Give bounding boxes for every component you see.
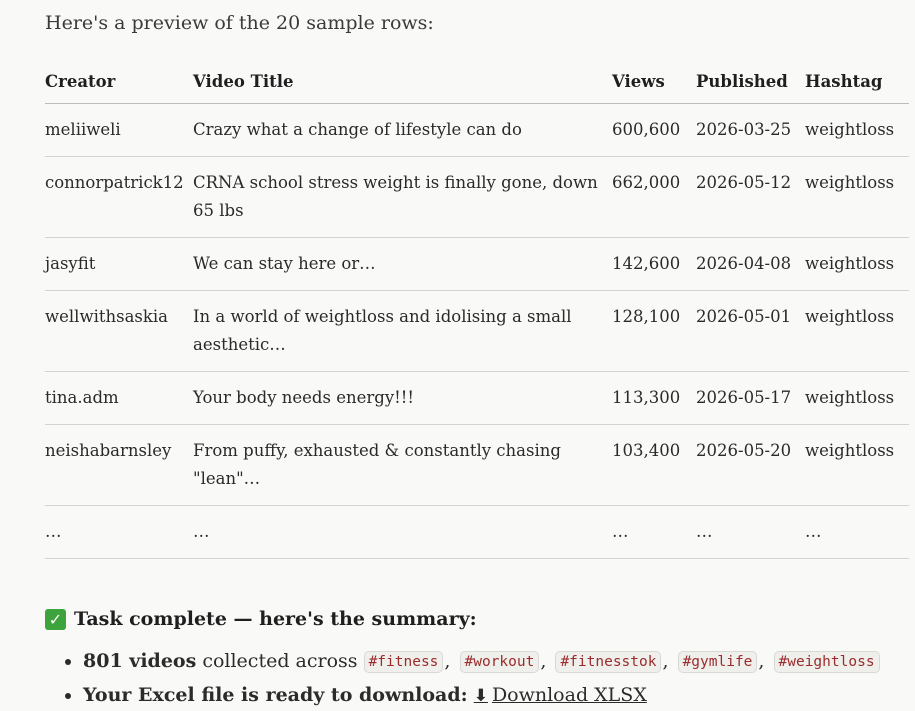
table-row bbox=[45, 238, 909, 291]
cell-title: From puffy, exhausted & constantly chasing "lean"… bbox=[193, 425, 612, 506]
cell-views: 128,100 bbox=[612, 291, 696, 372]
table-row bbox=[45, 104, 909, 157]
hashtag-chip: #weightloss bbox=[774, 651, 880, 673]
list-item-videos: • 801 videos collected across #fitness , #workout , #fitnesstok , #gymlife , #weightloss bbox=[83, 646, 910, 676]
cell-title: We can stay here or… bbox=[193, 238, 612, 291]
cell-views: 600,600 bbox=[612, 104, 696, 157]
cell-published: 2026-04-08 bbox=[696, 238, 805, 291]
cell-published: 2026-03-25 bbox=[696, 104, 805, 157]
hashtag-chip: #fitness bbox=[364, 651, 444, 673]
header-published: Published bbox=[696, 62, 805, 104]
table-row bbox=[45, 291, 909, 372]
chat-message bbox=[45, 0, 910, 711]
preview-table bbox=[45, 62, 909, 559]
cell-hashtag: weightloss bbox=[805, 291, 909, 372]
header-video-title: Video Title bbox=[193, 62, 612, 104]
table-body bbox=[45, 104, 909, 559]
cell-views: … bbox=[612, 506, 696, 559]
summary-heading bbox=[45, 604, 910, 634]
cell-published: 2026-05-17 bbox=[696, 372, 805, 425]
table-row bbox=[45, 372, 909, 425]
cell-creator: connorpatrick12 bbox=[45, 157, 193, 238]
summary-list bbox=[45, 646, 910, 711]
cell-hashtag: weightloss bbox=[805, 104, 909, 157]
header-row bbox=[45, 62, 909, 104]
summary-heading-text: Task complete — here's the summary: bbox=[74, 608, 477, 630]
hashtag-chip: #fitnesstok bbox=[555, 651, 661, 673]
cell-published: … bbox=[696, 506, 805, 559]
excel-ready-text: Your Excel file is ready to download: bbox=[83, 684, 468, 706]
cell-published: 2026-05-12 bbox=[696, 157, 805, 238]
cell-title: Your body needs energy!!! bbox=[193, 372, 612, 425]
cell-views: 662,000 bbox=[612, 157, 696, 238]
cell-views: 142,600 bbox=[612, 238, 696, 291]
cell-published: 2026-05-01 bbox=[696, 291, 805, 372]
download-xlsx-link[interactable] bbox=[474, 684, 647, 706]
cell-creator: meliiweli bbox=[45, 104, 193, 157]
cell-hashtag: weightloss bbox=[805, 372, 909, 425]
cell-hashtag: weightloss bbox=[805, 238, 909, 291]
cell-views: 103,400 bbox=[612, 425, 696, 506]
intro-text: Here's a preview of the 20 sample rows: bbox=[45, 12, 434, 34]
cell-creator: … bbox=[45, 506, 193, 559]
header-views: Views bbox=[612, 62, 696, 104]
videos-count: 801 videos bbox=[83, 650, 197, 672]
hashtag-chip: #gymlife bbox=[678, 651, 758, 673]
cell-hashtag: … bbox=[805, 506, 909, 559]
cell-creator: tina.adm bbox=[45, 372, 193, 425]
cell-creator: neishabarnsley bbox=[45, 425, 193, 506]
table-row-ellipsis bbox=[45, 506, 909, 559]
cell-hashtag: weightloss bbox=[805, 425, 909, 506]
header-hashtag: Hashtag bbox=[805, 62, 909, 104]
cell-creator: wellwithsaskia bbox=[45, 291, 193, 372]
cell-title: In a world of weightloss and idolising a small aesthetic… bbox=[193, 291, 612, 372]
download-arrow-icon: ⬇ bbox=[473, 686, 488, 706]
hashtag-chip: #workout bbox=[460, 651, 540, 673]
cell-published: 2026-05-20 bbox=[696, 425, 805, 506]
download-label: Download XLSX bbox=[491, 684, 647, 706]
header-creator: Creator bbox=[45, 62, 193, 104]
cell-creator: jasyfit bbox=[45, 238, 193, 291]
cell-title: Crazy what a change of lifestyle can do bbox=[193, 104, 612, 157]
cell-views: 113,300 bbox=[612, 372, 696, 425]
cell-title: … bbox=[193, 506, 612, 559]
table-row bbox=[45, 157, 909, 238]
list-item-excel bbox=[83, 680, 910, 711]
cell-title: CRNA school stress weight is finally gone, down 65 lbs bbox=[193, 157, 612, 238]
check-icon: ✓ bbox=[45, 609, 66, 630]
table-row bbox=[45, 425, 909, 506]
table-header bbox=[45, 62, 909, 104]
videos-text: collected across bbox=[202, 650, 358, 672]
cell-hashtag: weightloss bbox=[805, 157, 909, 238]
